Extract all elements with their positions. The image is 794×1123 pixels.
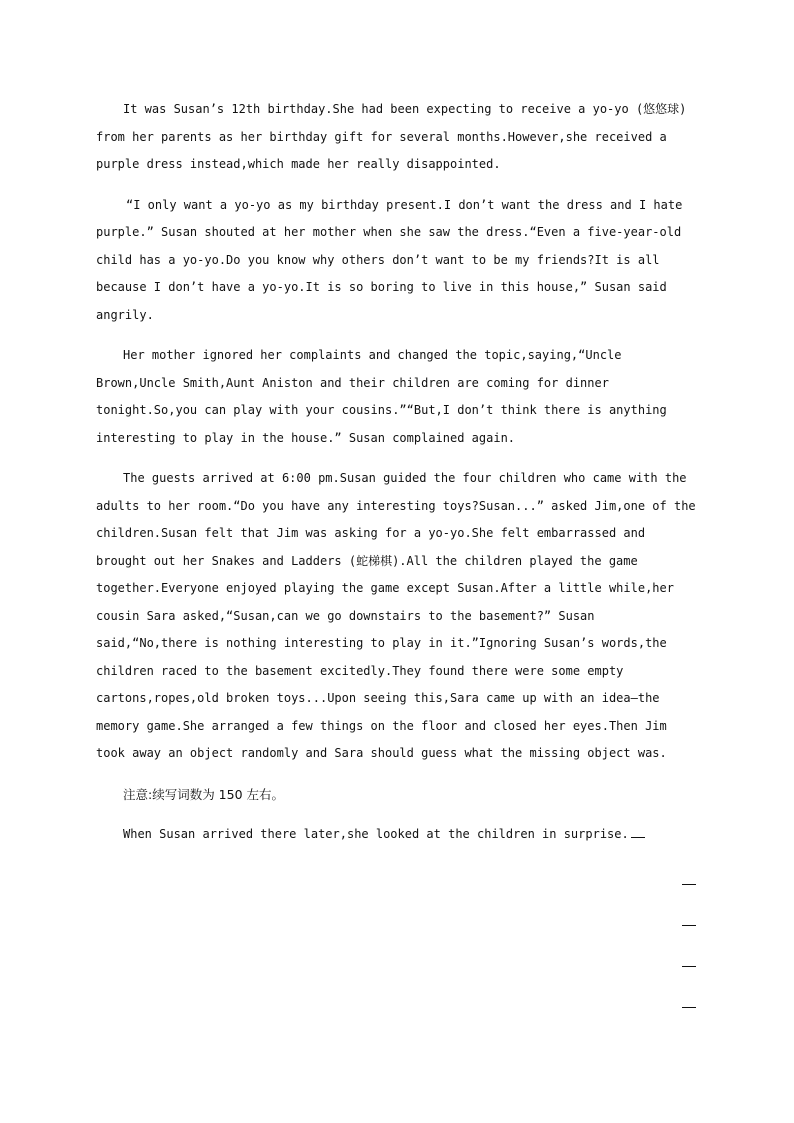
answer-line[interactable] xyxy=(682,925,696,926)
paragraph-2: “I only want a yo-yo as my birthday present.I don’t want the dress and I hate purple.” Susan shouted at her mother when she saw the dress.“Even a five-year-old child has a yo-yo.Do you know why others don’t want to be my friends?It is all because I don’t have a yo-yo.It is so boring to live in this house,” Susan said angrily. xyxy=(96,197,690,322)
word-count-note: 注意:续写词数为 150 左右。 xyxy=(123,786,285,802)
inline-answer-blank[interactable] xyxy=(631,836,645,838)
answer-line[interactable] xyxy=(682,1007,696,1008)
continuation-start-text: When Susan arrived there later,she looked at the children in surprise. xyxy=(123,827,629,841)
paragraph-1: It was Susan’s 12th birthday.She had been expecting to receive a yo-yo (悠悠球) from her parents as her birthday gift for several months.However,she received a purple dress instead,which made her really disappointed. xyxy=(96,102,694,171)
answer-line[interactable] xyxy=(682,884,696,885)
paragraph-4: The guests arrived at 6:00 pm.Susan guided the four children who came with the adults to her room.“Do you have any interesting toys?Susan...” asked Jim,one of the children.Susan felt that Jim was asking for a yo-yo.She felt embarrassed and brought out her Snakes and Ladders (蛇梯棋).All the children played the game together.Everyone enjoyed playing the game except Susan.After a little while,her cousin Sara asked,“Susan,can we go downstairs to the basement?” Susan said,“No,there is nothing interesting to play in it.”Ignoring Susan’s words,the children raced to the basement excitedly.They found there were some empty cartons,ropes,old broken toys...Upon seeing this,Sara came up with an idea—the memory game.She arranged a few things on the floor and closed her eyes.Then Jim took away an object randomly and Sara should guess what the missing object was. xyxy=(96,471,703,760)
answer-lines xyxy=(682,884,696,1048)
answer-line[interactable] xyxy=(682,966,696,967)
continuation-prompt xyxy=(96,821,696,849)
paragraph-3: Her mother ignored her complaints and changed the topic,saying,“Uncle Brown,Uncle Smith,Aunt Aniston and their children are coming for dinner tonight.So,you can play with your cousins.”“But,I don’t think there is anything interesting to play in the house.” Susan complained again. xyxy=(96,348,674,445)
document-body xyxy=(96,96,703,849)
